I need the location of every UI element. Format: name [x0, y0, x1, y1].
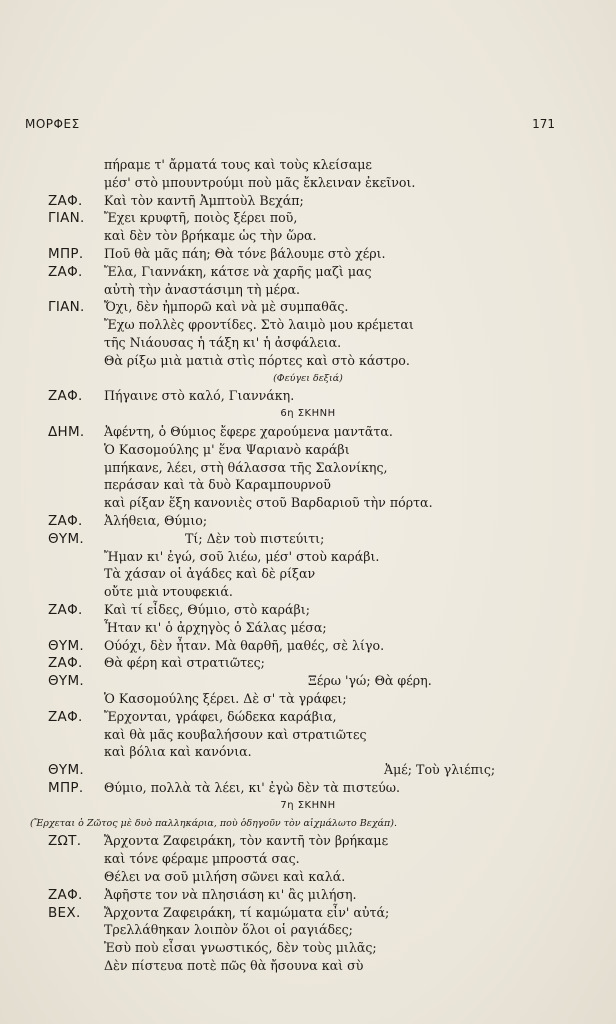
dialogue-line [0, 638, 616, 656]
verse-text: Θὰ φέρη καὶ στρατιῶτες; [104, 655, 265, 671]
verse-text: περάσαν καὶ τὰ δυὸ Καραμπουρνοῦ [104, 477, 331, 493]
verse-text: Ποῦ θὰ μᾶς πάη; Θὰ τόνε βάλουμε στὸ χέρι. [104, 246, 386, 261]
dialogue-line [0, 691, 616, 709]
dialogue-line [0, 655, 616, 673]
verse-text: Θὰ ρίξω μιὰ ματιὰ στὶς πόρτες καὶ στὸ κάστρο. [104, 352, 410, 368]
verse-text: Ούόχι, δὲν ἦταν. Μὰ θαρθῆ, μαθές, σὲ λίγο. [104, 637, 385, 653]
speaker-name: ΘΥΜ. [48, 530, 85, 547]
stage-direction: (Φεύγει δεξιά) [273, 372, 343, 384]
speaker-name: ΖΑΦ. [48, 708, 83, 725]
verse-text: Ἔρχονται, γράφει, δώδεκα καράβια, [104, 708, 337, 724]
verse-text: Ἄρχοντα Ζαφειράκη, τὸν καντῆ τὸν βρήκαμε [104, 833, 389, 849]
dialogue-line [0, 246, 616, 264]
verse-text: Ἤμαν κι' ἐγώ, σοῦ λιέω, μέσ' στοὺ καράβι. [104, 548, 380, 564]
speaker-name: ΘΥΜ. [48, 673, 85, 690]
dialogue-line [0, 851, 616, 869]
speaker-name: ΖΑΦ. [48, 513, 83, 529]
dialogue-line [0, 228, 616, 246]
dialogue-line [0, 958, 616, 976]
verse-text: Ἀμέ; Τοὺ γλιέπις; [384, 762, 496, 778]
verse-text: Ἦταν κι' ὁ ἀρχηγὸς ὁ Σάλας μέσα; [104, 619, 327, 635]
verse-text: οὔτε μιὰ ντουφεκιά. [104, 584, 233, 600]
verse-text: Πήγαινε στὸ καλό, Γιαννάκη. [104, 388, 295, 404]
dialogue-line [0, 905, 616, 923]
dialogue-line [0, 157, 616, 175]
verse-text: τῆς Νιάουσας ἡ τάξη κι' ἡ ἀσφάλεια. [104, 335, 342, 350]
dialogue-line [0, 477, 616, 495]
verse-text: Ἐσὺ ποὺ εἶσαι γνωστικός, δὲν τοὺς μιλᾶς; [104, 940, 377, 956]
dialogue-line [0, 566, 616, 584]
verse-text: Ξέρω 'γώ; Θὰ φέρη. [308, 673, 432, 689]
dialogue-line [0, 673, 616, 691]
verse-text: Δὲν πίστευα ποτὲ πῶς θὰ ἤσουνα καὶ σὺ [104, 958, 364, 973]
verse-text: Τί; Δὲν τοὺ πιστεύιτι; [185, 530, 325, 546]
dialogue-line [0, 762, 616, 780]
scene-heading-line [0, 406, 616, 424]
dialogue-line [0, 424, 616, 442]
dialogue-line [0, 709, 616, 727]
verse-text: Ἄρχοντα Ζαφειράκη, τί καμώματα εἶν' αὐτά; [104, 904, 390, 920]
verse-text: αὐτὴ τὴν ἀναστάσιμη τὴ μέρα. [104, 281, 300, 297]
speaker-name: ΓΙΑΝ. [48, 299, 85, 316]
dialogue-line [0, 388, 616, 406]
verse-text: Καὶ τὸν καντῆ Ἀμπτοὺλ Βεχάπ; [104, 192, 304, 208]
verse-text: Ἀφέντη, ὁ Θύμιος ἔφερε χαρούμενα μαντᾶτα. [104, 424, 393, 439]
verse-text: Ἔχει κρυφτῆ, ποιὸς ξέρει ποῦ, [104, 210, 298, 226]
speaker-name: ΖΑΦ. [48, 388, 83, 405]
speaker-name: ΖΑΦ. [48, 886, 83, 903]
speaker-name: ΖΩΤ. [48, 833, 82, 850]
speaker-name: ΓΙΑΝ. [48, 210, 85, 227]
verse-text: Ὄχι, δὲν ἠμπορῶ καὶ νὰ μὲ συμπαθᾶς. [104, 299, 349, 315]
verse-text: Ἔλα, Γιαννάκη, κάτσε νὰ χαρῆς μαζὶ μας [104, 263, 372, 279]
speaker-name: ΘΥΜ. [48, 637, 85, 654]
dialogue-line [0, 780, 616, 798]
dialogue-line [0, 335, 616, 353]
speaker-name: ΖΑΦ. [48, 192, 83, 209]
page-number: 171 [532, 117, 555, 131]
verse-text: καὶ βόλια καὶ κανόνια. [104, 744, 252, 760]
dialogue-line [0, 460, 616, 478]
scene-heading: 6η ΣΚΗΝΗ [280, 408, 336, 420]
verse-text: Ἀλήθεια, Θύμιο; [104, 513, 208, 528]
dialogue-line [0, 727, 616, 745]
dialogue-line [0, 317, 616, 335]
verse-text: Ἔχω πολλὲς φροντίδες. Στὸ λαιμὸ μου κρέμεται [104, 317, 414, 333]
dialogue-line [0, 584, 616, 602]
verse-text: Ἀφῆστε τον νὰ πλησιάση κι' ἂς μιλήση. [104, 886, 357, 902]
verse-text: Ὁ Κασομούλης μ' ἕνα Ψαριανὸ καράβι [104, 441, 350, 457]
stage-direction-line [0, 816, 616, 834]
dialogue-line [0, 869, 616, 887]
verse-text: καὶ τόνε φέραμε μπροστά σας. [104, 851, 300, 867]
dialogue-line [0, 210, 616, 228]
dialogue-line [0, 744, 616, 762]
dialogue-line [0, 620, 616, 638]
verse-text: Τρελλάθηκαν λοιπὸν ὅλοι οἱ ραγιάδες; [104, 922, 353, 938]
dialogue-line [0, 602, 616, 620]
speaker-name: ΒΕΧ. [48, 904, 81, 921]
dialogue-line [0, 549, 616, 567]
verse-text: Θύμιο, πολλὰ τὰ λέει, κι' ἐγὼ δὲν τὰ πιστεύω. [104, 780, 401, 795]
dialogue-line [0, 833, 616, 851]
verse-text: Ὁ Κασομούλης ξέρει. Δὲ σ' τὰ γράφει; [104, 691, 347, 706]
speaker-name: ΜΠΡ. [48, 246, 84, 262]
verse-text: μπήκανε, λέει, στὴ θάλασσα τῆς Σαλονίκης, [104, 459, 388, 475]
verse-text: καὶ δὲν τὸν βρήκαμε ὡς τὴν ὥρα. [104, 228, 317, 244]
dialogue-line [0, 531, 616, 549]
verse-text: καὶ θὰ μᾶς κουβαλήσουν καὶ στρατιῶτες [104, 726, 367, 742]
scene-heading: 7η ΣΚΗΝΗ [280, 799, 336, 811]
speaker-name: ΔΗΜ. [48, 424, 85, 440]
verse-text: μέσ' στὸ μπουντρούμι ποὺ μᾶς ἔκλειναν ἐκεῖνοι. [104, 174, 416, 190]
speaker-name: ΖΑΦ. [48, 655, 83, 672]
speaker-name: ΖΑΦ. [48, 602, 83, 618]
speaker-name: ΖΑΦ. [48, 263, 83, 280]
dialogue-line [0, 940, 616, 958]
stage-direction-line [0, 371, 616, 389]
stage-direction: (Ἔρχεται ὁ Ζῶτος μὲ δυὸ παλληκάρια, ποὺ ὁδηγοῦν τὸν αἰχμάλωτο Βεχάπ). [30, 817, 397, 829]
dialogue-line [0, 175, 616, 193]
verse-text: Θέλει να σοῦ μιλήση σῶνει καὶ καλά. [104, 869, 346, 884]
dialogue-line [0, 282, 616, 300]
dialogue-line [0, 264, 616, 282]
dialogue-line [0, 513, 616, 531]
verse-text: πήραμε τ' ἄρματά τους καὶ τοὺς κλείσαμε [104, 157, 372, 172]
dialogue-line [0, 353, 616, 371]
running-title: ΜΟΡΦΕΣ [25, 117, 80, 131]
verse-text: Καὶ τί εἶδες, Θύμιο, στὸ καράβι; [104, 602, 310, 617]
verse-text: Τὰ χάσαν οἱ ἀγάδες καὶ δὲ ρίξαν [104, 566, 316, 582]
speaker-name: ΘΥΜ. [48, 762, 85, 779]
dialogue-line [0, 299, 616, 317]
verse-text: καὶ ρίξαν ἕξη κανονιὲς στοῦ Βαρδαριοῦ τὴν πόρτα. [104, 495, 433, 511]
speaker-name: ΜΠΡ. [48, 780, 84, 796]
dialogue-line [0, 887, 616, 905]
dialogue-line [0, 495, 616, 513]
scene-heading-line [0, 798, 616, 816]
dialogue-line [0, 922, 616, 940]
dialogue-line [0, 193, 616, 211]
dialogue-line [0, 442, 616, 460]
